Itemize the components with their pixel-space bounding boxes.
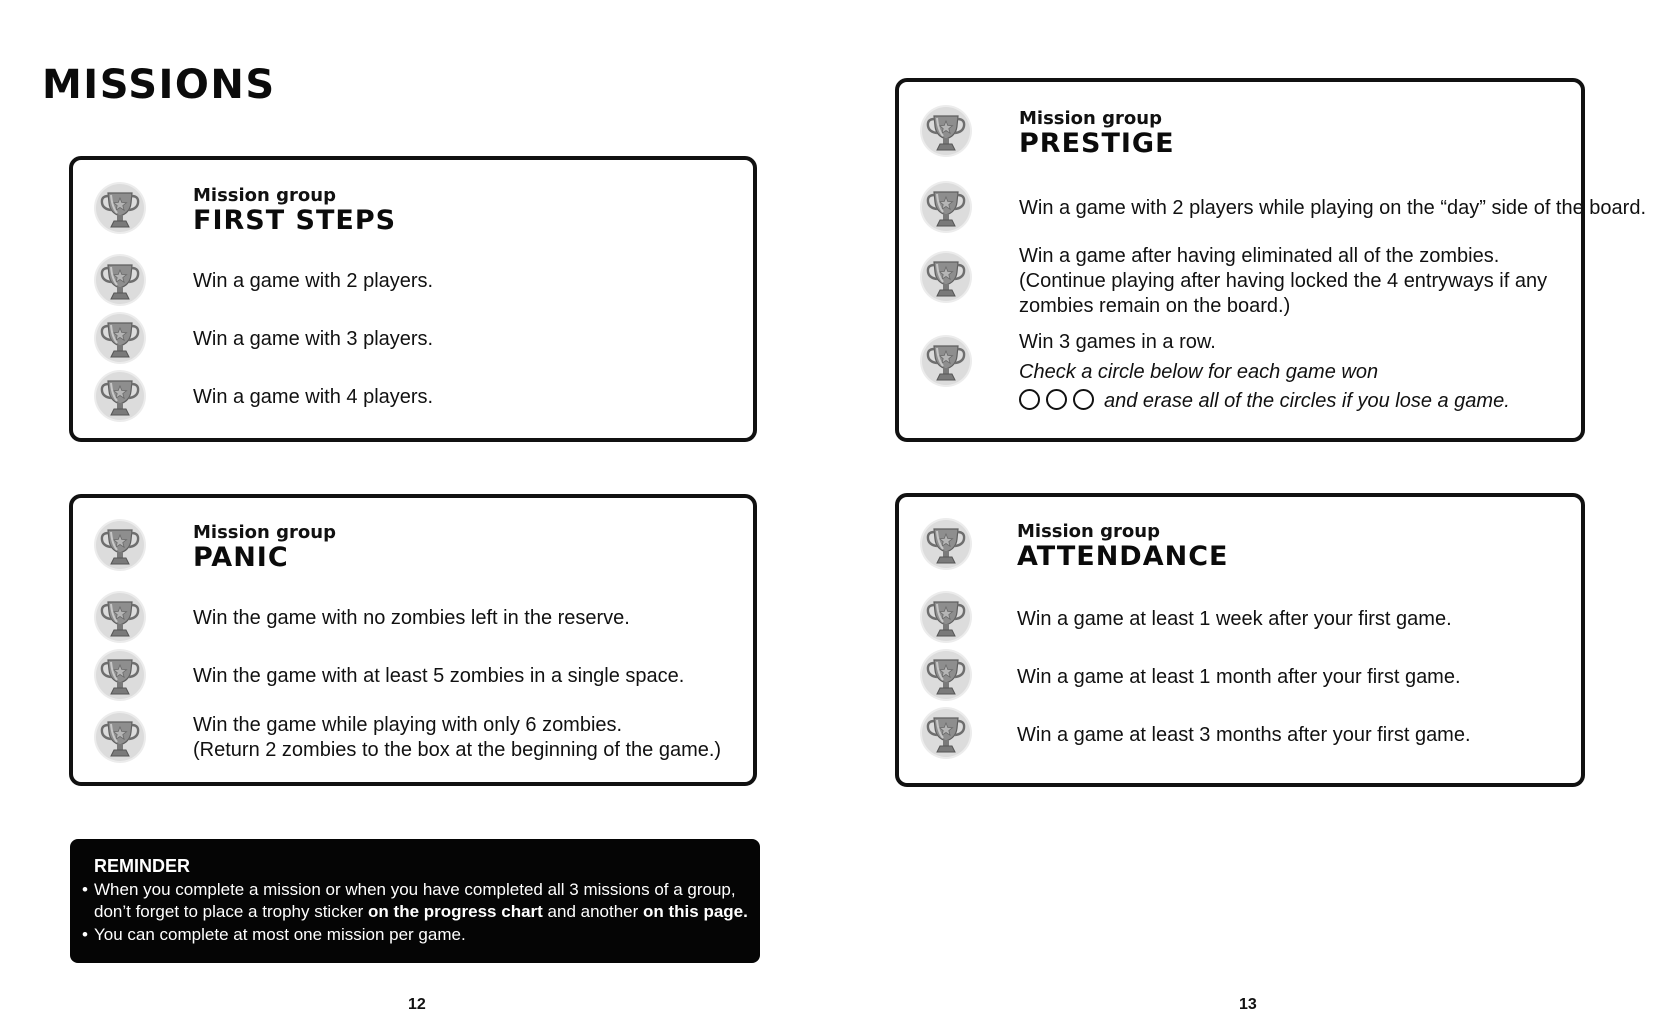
bullet-icon: • [82,924,88,944]
mission-item [919,242,1571,322]
mission-item [919,648,1571,706]
reminder-text: don’t forget to place a trophy sticker [94,902,369,921]
mission-text: Win a game with 4 players. [193,386,434,408]
mission-text: Win the game while playing with only 6 zombies. [193,714,623,736]
reminder-emphasis: on the progress chart [368,902,543,921]
mission-text: Win the game with no zombies left in the reserve. [193,607,630,629]
trophy-icon[interactable] [93,710,147,764]
trophy-icon[interactable] [919,250,973,304]
mission-text-note: (Return 2 zombies to the box at the beginning of the game.) [193,739,722,761]
trophy-icon[interactable] [919,517,973,571]
mission-item [93,253,743,311]
mission-item [93,706,743,768]
trophy-icon[interactable] [919,180,973,234]
group-title: FIRST STEPS [193,205,397,236]
trophy-icon[interactable] [93,590,147,644]
group-title: PANIC [193,542,289,573]
reminder-text: and another [542,902,644,921]
bullet-icon: • [82,879,88,899]
mission-item [93,590,743,648]
reminder-text: When you complete a mission or when you have completed all 3 missions of a group, [94,879,736,899]
mission-note-row [1019,389,1510,417]
reminder-bullet-continued [94,901,748,924]
reminder-bullet [82,879,736,902]
mission-note: Check a circle below for each game won [1019,361,1379,383]
mission-group-attendance [895,493,1585,787]
reminder-box [70,839,760,963]
trophy-icon[interactable] [93,648,147,702]
group-label: Mission group [193,522,336,543]
group-label: Mission group [193,185,336,206]
mission-text: Win a game with 2 players while playing on the “day” side of the board. [1019,197,1647,219]
trophy-icon[interactable] [93,518,147,572]
mission-text: Win a game at least 3 months after your first game. [1017,724,1471,746]
mission-note: and erase all of the circles if you lose a game. [1104,390,1510,412]
reminder-emphasis: on this page. [643,902,748,921]
reminder-bullet [82,924,736,947]
group-label: Mission group [1017,521,1160,542]
page-title: MISSIONS [42,62,276,108]
mission-text: Win 3 games in a row. [1019,331,1216,353]
mission-item [919,180,1647,238]
mission-item [919,590,1571,648]
mission-text: Win a game at least 1 month after your first game. [1017,666,1461,688]
mission-text-note: zombies remain on the board.) [1019,295,1291,317]
group-header [93,181,743,241]
mission-text: Win a game with 2 players. [193,270,434,292]
mission-group-panic [69,494,757,786]
mission-item [93,311,743,369]
group-header [919,104,1571,164]
empty-circle-icon[interactable] [1046,389,1067,410]
mission-text: Win a game after having eliminated all of the zombies. [1019,245,1500,267]
mission-item [93,648,743,706]
mission-text: Win a game at least 1 week after your first game. [1017,608,1452,630]
trophy-icon[interactable] [919,334,973,388]
mission-text: Win the game with at least 5 zombies in a single space. [193,665,685,687]
mission-text: Win a game with 3 players. [193,328,434,350]
mission-text-note: (Continue playing after having locked the 4 entryways if any [1019,270,1548,292]
mission-group-first-steps [69,156,757,442]
page-number-left: 12 [408,996,426,1013]
group-title: PRESTIGE [1019,128,1175,159]
mission-item [919,706,1571,764]
trophy-icon[interactable] [93,311,147,365]
group-header [919,517,1571,577]
trophy-icon[interactable] [919,104,973,158]
empty-circle-icon[interactable] [1019,389,1040,410]
trophy-icon[interactable] [919,648,973,702]
trophy-icon[interactable] [93,369,147,423]
page-number-right: 13 [1239,996,1257,1013]
mission-group-prestige [895,78,1647,442]
trophy-icon[interactable] [919,706,973,760]
mission-item [93,369,743,427]
group-header [93,518,743,578]
mission-item [919,326,1571,426]
reminder-text: You can complete at most one mission per game. [94,924,466,944]
trophy-icon[interactable] [93,253,147,307]
win-streak-circles [1019,389,1100,417]
group-title: ATTENDANCE [1017,541,1229,572]
group-label: Mission group [1019,108,1162,129]
trophy-icon[interactable] [919,590,973,644]
empty-circle-icon[interactable] [1073,389,1094,410]
reminder-title: REMINDER [94,856,191,876]
trophy-icon[interactable] [93,181,147,235]
